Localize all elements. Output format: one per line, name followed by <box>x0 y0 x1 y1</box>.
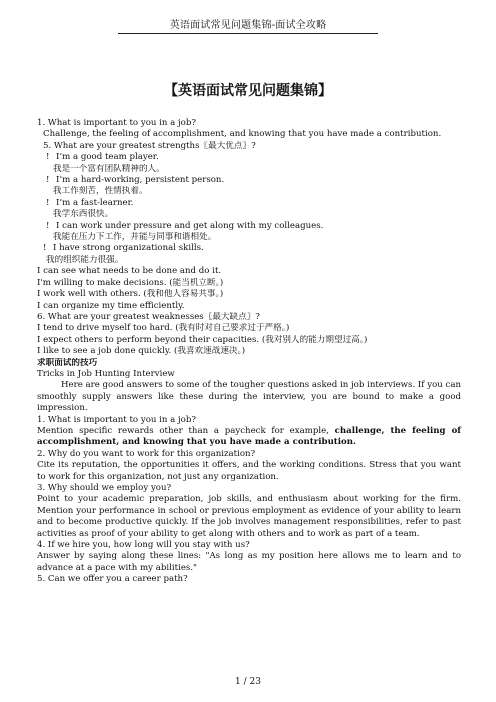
weakness-line: I tend to drive myself too hard. (我有时对自己要求过于严格。) <box>37 323 290 334</box>
strength-translation: 我的组织能力很强。 <box>46 254 124 265</box>
answer-emphasis: challenge, the feeling of accomplishment, and knowing that you have made a contribution. <box>37 425 461 448</box>
strength-extra: I can organize my time efficiently. <box>37 300 185 311</box>
document-body <box>37 118 461 586</box>
bullet-mark: ! <box>46 152 50 163</box>
answer-1: Challenge, the feeling of accomplishment, and knowing that you have made a contribution. <box>43 129 442 140</box>
strength-translation: 我是一个富有团队精神的人。 <box>53 163 165 174</box>
tips-question-2: 2. Why do you want to work for this organization? <box>37 448 256 459</box>
section-heading-zh: 求职面试的技巧 <box>37 357 98 368</box>
page-number: 1 / 23 <box>235 677 261 687</box>
strength-extra: I work well with others. (我和他人容易共事。) <box>37 289 224 300</box>
strength-extra: I'm willing to make decisions. (能当机立断。) <box>37 277 224 288</box>
section-heading-en: Tricks in Job Hunting Interview <box>37 368 175 379</box>
tips-question-4: 4. If we hire you, how long will you stay with us? <box>37 540 250 551</box>
tips-answer-1 <box>37 426 461 449</box>
strength-en: I can work under pressure and get along with my colleagues. <box>56 220 324 231</box>
question-5-strengths: 5. What are your greatest strengths〖最大优点〗? <box>43 140 256 151</box>
weakness-line: I like to see a job done quickly. (我喜欢速战速决。) <box>37 346 246 357</box>
strength-item <box>37 198 461 209</box>
bullet-mark: ! <box>46 220 50 231</box>
strength-en: I’m a hard-working, persistent person. <box>56 175 225 186</box>
bullet-mark: ! <box>43 243 47 254</box>
bullet-mark: ! <box>46 175 50 186</box>
strength-item <box>37 221 461 232</box>
bullet-mark: ! <box>46 197 50 208</box>
tips-answer-3: Point to your academic preparation, job skills, and enthusiasm about working for the firm. Mention your performance in school or previous employment as evidence of your ability to learn and to become productive quickly. If the job involves management responsibilities, refer to past activities as proof of your ability to get along with others and to work as part of a team. <box>37 494 461 539</box>
strength-item <box>37 243 461 254</box>
strength-extra: I can see what needs to be done and do it. <box>37 266 222 277</box>
tips-question-3: 3. Why should we employ you? <box>37 483 172 493</box>
weakness-line: I expect others to perform beyond their capacities. (我对别人的能力期望过高。) <box>37 334 368 345</box>
strength-translation: 我能在压力下工作，并能与同事和谐相处。 <box>53 232 217 243</box>
tips-question-1: 1. What is important to you in a job? <box>37 414 196 425</box>
document-title: 【英语面试常见问题集锦】 <box>164 83 332 99</box>
tips-answer-2: Cite its reputation, the opportunities it offers, and the working conditions. Stress that you want to work for this organization, not just any organization. <box>37 460 461 482</box>
question-1: 1. What is important to you in a job? <box>37 118 196 128</box>
intro-paragraph: Here are good answers to some of the tougher questions asked in job interviews. If you can smoothly supply answers like these during the interview, you are bound to make a good impression. <box>37 380 461 414</box>
tips-answer-4: Answer by saying along these lines: "As long as my position here allows me to learn and to advance at a pace with my abilities." <box>37 551 461 573</box>
strength-en: I’m a fast-learner. <box>56 197 134 208</box>
header-divider <box>118 33 378 34</box>
strength-en: I’m a good team player. <box>56 152 159 163</box>
strength-item <box>37 175 461 186</box>
running-header: 英语面试常见问题集锦-面试全攻略 <box>169 20 327 31</box>
strength-translation: 我工作刻苦，性情执着。 <box>53 186 148 197</box>
strength-translation: 我学东西很快。 <box>53 209 114 220</box>
question-6-weaknesses: 6. What are your greatest weaknesses〖最大缺点〗? <box>37 311 260 322</box>
tips-question-5: 5. Can we offer you a career path? <box>37 574 188 585</box>
strength-item <box>37 152 461 163</box>
strength-en: I have strong organizational skills. <box>53 243 204 254</box>
answer-text: Mention specific rewards other than a paycheck for example, <box>37 425 335 436</box>
